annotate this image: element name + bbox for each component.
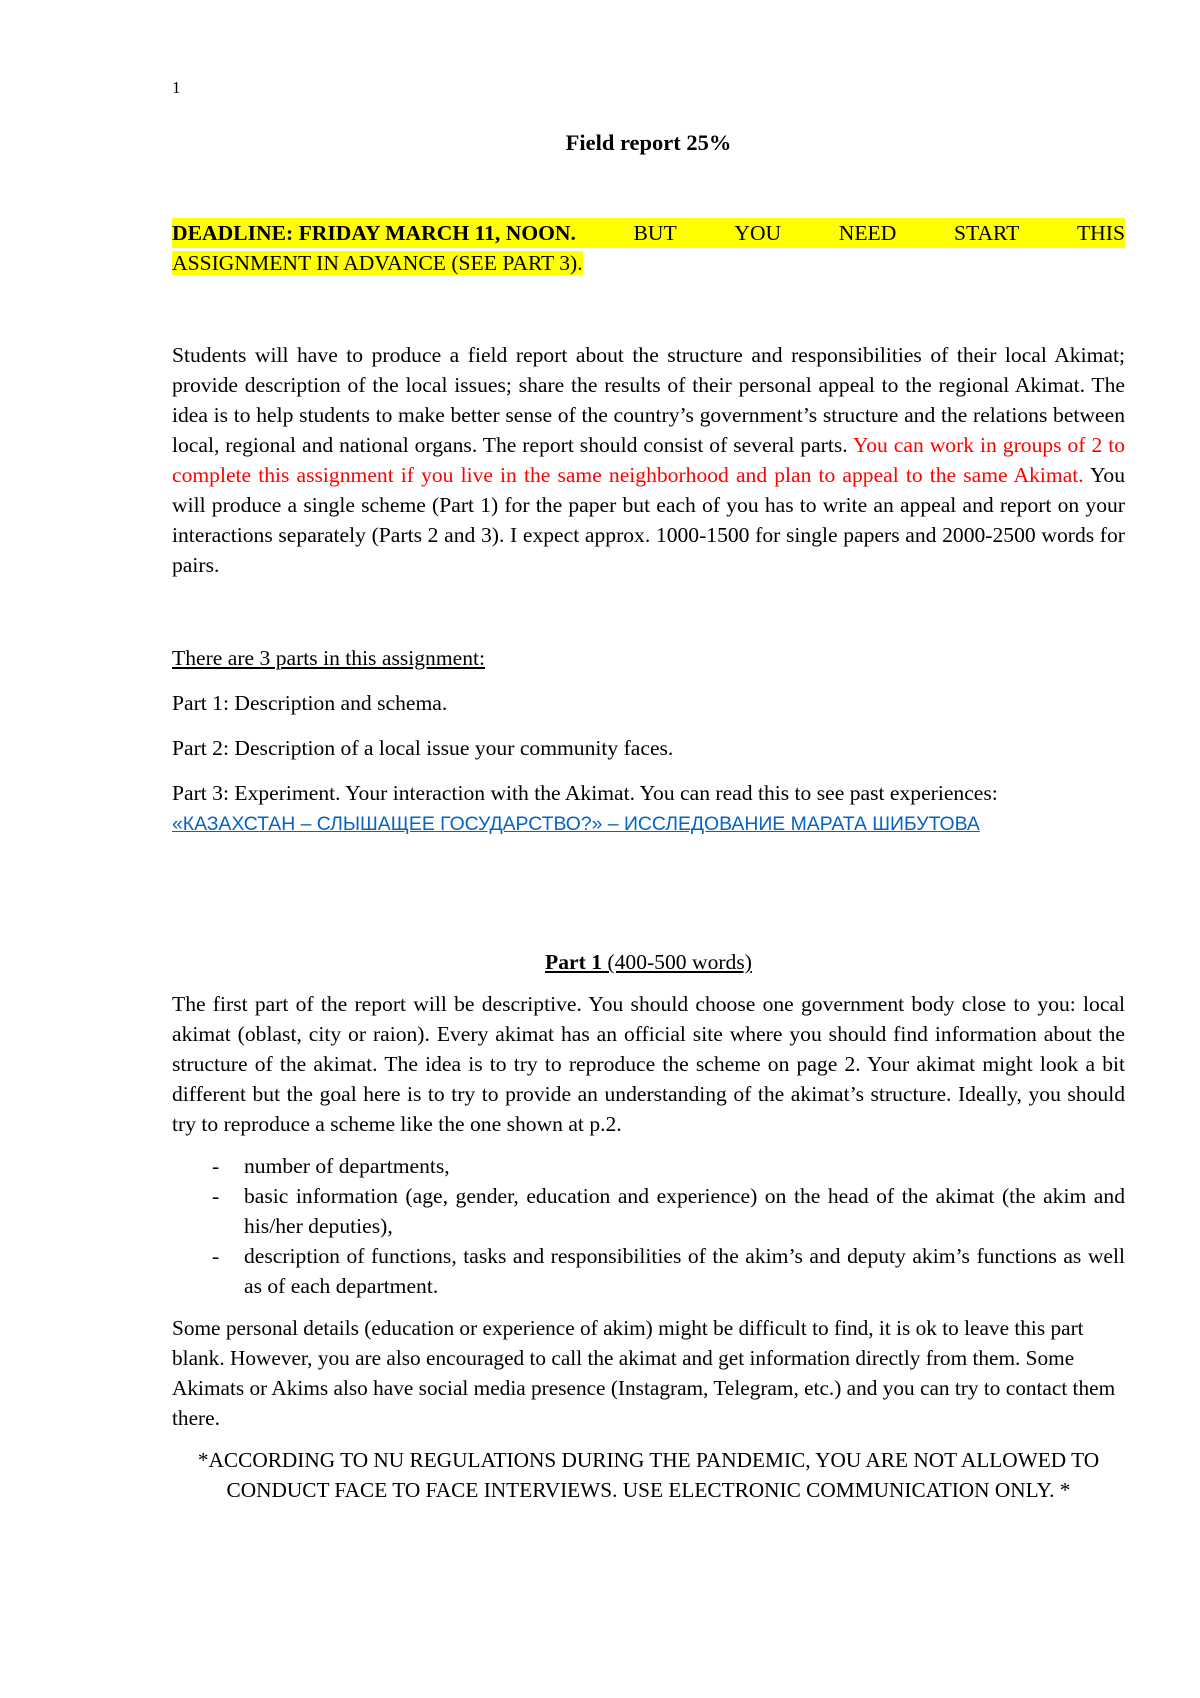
page-number: 1 — [172, 78, 181, 97]
part-2-summary: Part 2: Description of a local issue your community faces. — [172, 736, 674, 760]
parts-heading: There are 3 parts in this assignment: — [172, 646, 486, 670]
part-1-summary: Part 1: Description and schema. — [172, 691, 448, 715]
part-3-summary: Part 3: Experiment. Your interaction with the Akimat. You can read this to see past experiences: «КАЗАХСТАН – СЛЫШАЩЕЕ ГОСУДАРСТВО?» – ИССЛЕДОВАНИЕ МАРАТА ШИБУТОВА — [172, 781, 998, 835]
deadline-word: START — [953, 221, 1020, 245]
deadline-bold: DEADLINE: FRIDAY MARCH 11, NOON. — [172, 221, 576, 245]
deadline-word: BUT — [633, 221, 677, 245]
deadline-word: NEED — [838, 221, 897, 245]
deadline-word: YOU — [734, 221, 782, 245]
deadline-word: THIS — [1076, 221, 1125, 245]
intro-text-1: Students will have to produce a field report about the structure and responsibilities of their local Akimat; provide description of the local issues; share the results of their personal appeal to the regional Akimat. The idea is to help students to make better sense of the country’s government’s structure and the relations between local, regional and national organs. The report should consist of several parts. — [172, 343, 1125, 457]
intro-text-2: You will produce a single scheme (Part 1) for the paper but each of you has to write an appeal and report on your interactions separately (Parts 2 and 3). I expect approx. 1000-1500 for single papers and 2000-2500 words for pairs. — [172, 463, 1126, 577]
list-item: - description of functions, tasks and responsibilities of the akim’s and deputy akim’s functions as well as of each department. — [212, 1244, 1125, 1298]
research-link[interactable]: «КАЗАХСТАН – СЛЫШАЩЕЕ ГОСУДАРСТВО?» – ИССЛЕДОВАНИЕ МАРАТА ШИБУТОВА — [172, 813, 980, 835]
pandemic-notice: *ACCORDING TO NU REGULATIONS DURING THE PANDEMIC, YOU ARE NOT ALLOWED TO CONDUCT FACE TO FACE INTERVIEWS. USE ELECTRONIC COMMUNICATION ONLY. * — [197, 1448, 1100, 1502]
document-body — [172, 128, 1125, 1505]
personal-details-note: Some personal details (education or experience of akim) might be difficult to find, it is ok to leave this part blank. However, you are also encouraged to call the akimat and get information directly from them. Some Akimats or Akims also have social media presence (Instagram, Telegram, etc.) and you can try to contact them there. — [172, 1316, 1116, 1430]
document-title: Field report 25% — [565, 130, 732, 155]
deadline-notice — [172, 218, 1125, 278]
list-item: - number of departments, — [212, 1154, 450, 1178]
deadline-line-2: ASSIGNMENT IN ADVANCE (SEE PART 3). — [172, 251, 583, 275]
part-1-heading: Part 1 (400-500 words) — [545, 950, 752, 974]
requirements-list — [172, 1151, 1125, 1301]
intro-paragraph — [172, 340, 1125, 580]
part-1-description: The first part of the report will be descriptive. You should choose one government body close to you: local akimat (oblast, city or raion). Every akimat has an official site where you should find information about the structure of the akimat. The idea is to try to reproduce the scheme on page 2. Your akimat might look a bit different but the goal here is to try to provide an understanding of the akimat’s structure. Ideally, you should try to reproduce a scheme like the one shown at p.2. — [172, 992, 1125, 1136]
deadline-line-1 — [172, 218, 1125, 248]
list-item: - basic information (age, gender, education and experience) on the head of the akimat (the akim and his/her deputies), — [212, 1184, 1125, 1238]
intro-group-note: You can work in groups of 2 to complete this assignment if you live in the same neighborhood and plan to appeal to the same Akimat. — [172, 433, 1125, 487]
